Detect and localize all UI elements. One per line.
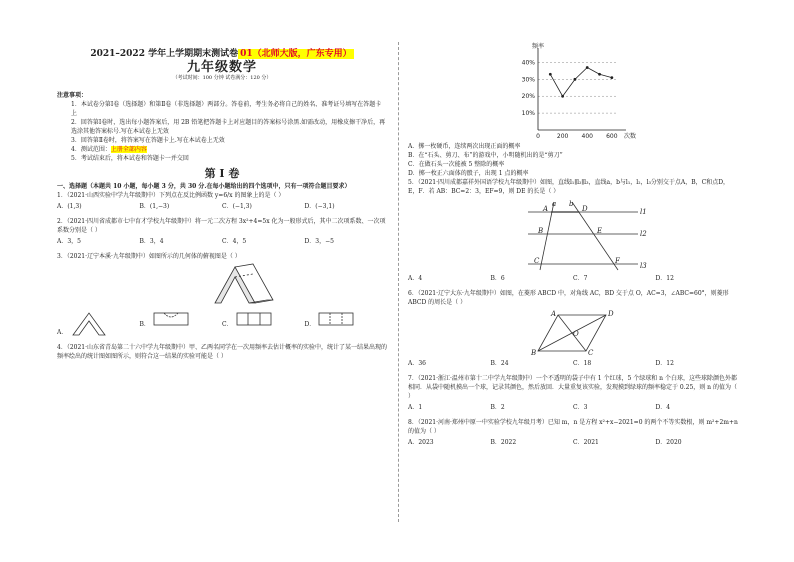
option-a-shape [69,309,109,337]
data-point [561,95,564,98]
parallel-lines-figure [408,198,738,272]
q4-option: D．掷一枚正六面体的骰子，出现 1 点的概率 [408,170,529,177]
label-F: F [615,257,620,265]
question-stem: 7．（2021·浙江·温州市第十二中学九年级期中）一个不透明的袋子中有 1 个红球，5 个绿球和 n 个白球，这些球除颜色外都相同．从袋中随机摸出一个球，记录其颜色，然后放回．大量重复该实验，发现摸到绿球的频率稳定于 0.25，则 n 的值为（ ） [408,375,737,400]
question-stem: 3．（2021·辽宁本溪·九年级期中）如图所示的几何体的俯视图是（ ） [57,253,241,260]
label-C: C [534,257,540,265]
option: C．4，5 [222,238,247,245]
question-stem: 8．（2021·河南·郑州中原一中实验学校九年级月考）已知 m，n 是方程 x²+x−2021=0 的两个不等实数根，则 m²+2m+n 的值为（ ） [408,419,738,435]
option: A．(1,3) [57,203,82,210]
label-E: E [597,227,603,235]
notice-item: 1．本试卷分第Ⅰ卷（选择题）和第Ⅱ卷（非选择题）两部分。答卷前，考生务必将自己的姓名、准考证号填写在答题卡上 [71,101,382,117]
notice-item-scope: 4．测试范围：上册全部内容 [71,146,147,153]
option-d: D． [305,309,388,337]
label-b: b [569,200,574,208]
option: A．36 [408,360,426,367]
left-column [57,40,387,361]
right-column [408,42,738,453]
label-l3: l3 [640,262,647,270]
option: A．2023 [408,439,434,446]
question-stem: 6．（2021·辽宁大东·九年级期中）如图，在菱形 ABCD 中，对角线 AC，BD 交于点 O，AC=3，∠ABC=60°，则菱形 ABCD 的周长是（ ） [408,290,729,306]
option: C．(−1,3) [222,203,252,210]
question-options [408,359,738,368]
question-options [57,309,387,337]
question-options [408,438,738,447]
y-tick-label: 20% [521,93,535,101]
option: A．4 [408,275,423,282]
option: A．1 [408,404,423,411]
question-options [57,237,387,246]
y-axis-label: 频率 [532,43,545,50]
question-options [57,202,387,211]
option-d-shape [317,309,357,329]
notice-item: 3．回答第Ⅱ卷时，将答案写在答题卡上.写在本试卷上无效 [71,137,225,144]
option: B．(1,−3) [139,203,170,210]
option-c-shape [235,309,275,329]
data-point [574,78,577,81]
question-options [408,274,738,283]
part-one-heading: 第 Ⅰ 卷 [204,167,240,180]
option: B．2022 [490,439,517,446]
rhombus-figure [408,309,738,357]
option-c: C． [222,309,305,337]
label-D: D [582,205,588,213]
option: C．2021 [573,439,599,446]
question-stem: 2．（2021·四川省成都市七中育才学校九年级期中）将一元二次方程 3x²+4=5x 化为一般形式后，其中二次项系数、一次项系数分别是（ ） [57,218,386,234]
option-b-shape [152,309,192,329]
question-stem: 5．（2021·四川成都嘉祥外国语学校九年级期中）如图，直线l₁∥l₂∥l₃，直线a，b与l₁，l₂，l₃分别交于点A，B，C和点D，E，F．若 AB：BC=2：3，EF=9，则 DE 的长是（ ） [408,179,730,195]
title-prefix: 2021–2022 学年上学期期末测试卷 [90,49,239,59]
option-a: A． [57,309,140,337]
option: C．7 [573,275,588,282]
option: D．12 [655,275,674,282]
question-stem: 4．（2021·山东省青岛第二十六中学九年级期中）甲、乙两名同学在一次用频率去估计概率的实验中，统计了某一结果出现的频率绘出的统计图如图所示，则符合这一结果的实验可能是（ ） [57,344,387,360]
label-D: D [608,310,614,318]
option: D．4 [655,404,671,411]
label-l1: l1 [640,208,647,216]
section-heading: 一、选择题（本题共 10 小题，每小题 3 分，共 30 分.在每小题给出的四个选项中，只有一项符合题目要求） [57,183,351,190]
option: D．(−3,1) [304,203,335,210]
label-l2: l2 [640,230,647,238]
scope-highlight: 上册全部内容 [110,146,147,153]
y-tick-label: 10% [521,110,535,118]
label-A: A [543,205,549,213]
q4-option: B．在“石头、剪刀、布”的游戏中，小明随机出的是“剪刀” [408,152,563,159]
label-a: a [552,200,557,208]
option: B．6 [490,275,505,282]
y-tick-label: 30% [521,76,535,84]
option: D．2020 [655,439,682,446]
data-point [549,73,552,76]
q4-option: A．掷一枚硬币，连续两次出现正面的概率 [408,143,521,150]
label-B: B [538,227,544,235]
option-b: B． [140,309,223,337]
exam-meta: （考试时间：100 分钟 试卷满分：120 分） [172,75,272,81]
label-B: B [531,349,537,357]
label-A: A [551,310,557,318]
option: B．3，4 [139,238,164,245]
label-O: O [573,330,579,338]
x-axis-label: 次数 [624,133,637,140]
question-stem: 1．（2021·山西实验中学九年级期中）下列点在反比例函数 y=6/x 的图象上的是（ ） [57,192,285,199]
option: B．2 [490,404,505,411]
x-tick-label: 400 [581,133,593,140]
y-tick-label: 40% [521,59,535,67]
data-point [598,73,601,76]
data-point [610,76,613,79]
column-divider [398,42,399,522]
series-line [550,68,612,97]
notice-heading: 注意事项： [57,92,88,99]
option: C．18 [573,360,592,367]
option: A．3，5 [57,238,81,245]
option: B．24 [490,360,509,367]
title-highlight: 01（北师大版，广东专用） [240,49,352,59]
frequency-chart [408,42,738,142]
solid-figure [57,263,387,307]
label-C: C [588,349,594,357]
notice-item: 2．回答第Ⅰ卷时，选出每小题答案后，用 2B 铅笔把答题卡上对应题目的答案标号涂黑.如需改动，用橡皮擦干净后，再选涂其他答案标号.写在本试卷上无效 [71,119,386,135]
option: D．3，−5 [304,238,334,245]
option: C．3 [573,404,588,411]
x-tick-label: 0 [536,133,540,140]
data-point [586,66,589,69]
q4-option: C．在做石头一次能被 5 整除的概率 [408,161,505,168]
notice-item: 5．考试结束后，将本试卷和答题卡一并交回 [71,155,189,162]
x-tick-label: 200 [556,133,569,140]
exam-title [57,50,387,59]
subject-title: 九年级数学 [186,60,257,75]
x-tick-label: 600 [606,133,618,140]
question-options [408,403,738,412]
option: D．12 [655,360,674,367]
